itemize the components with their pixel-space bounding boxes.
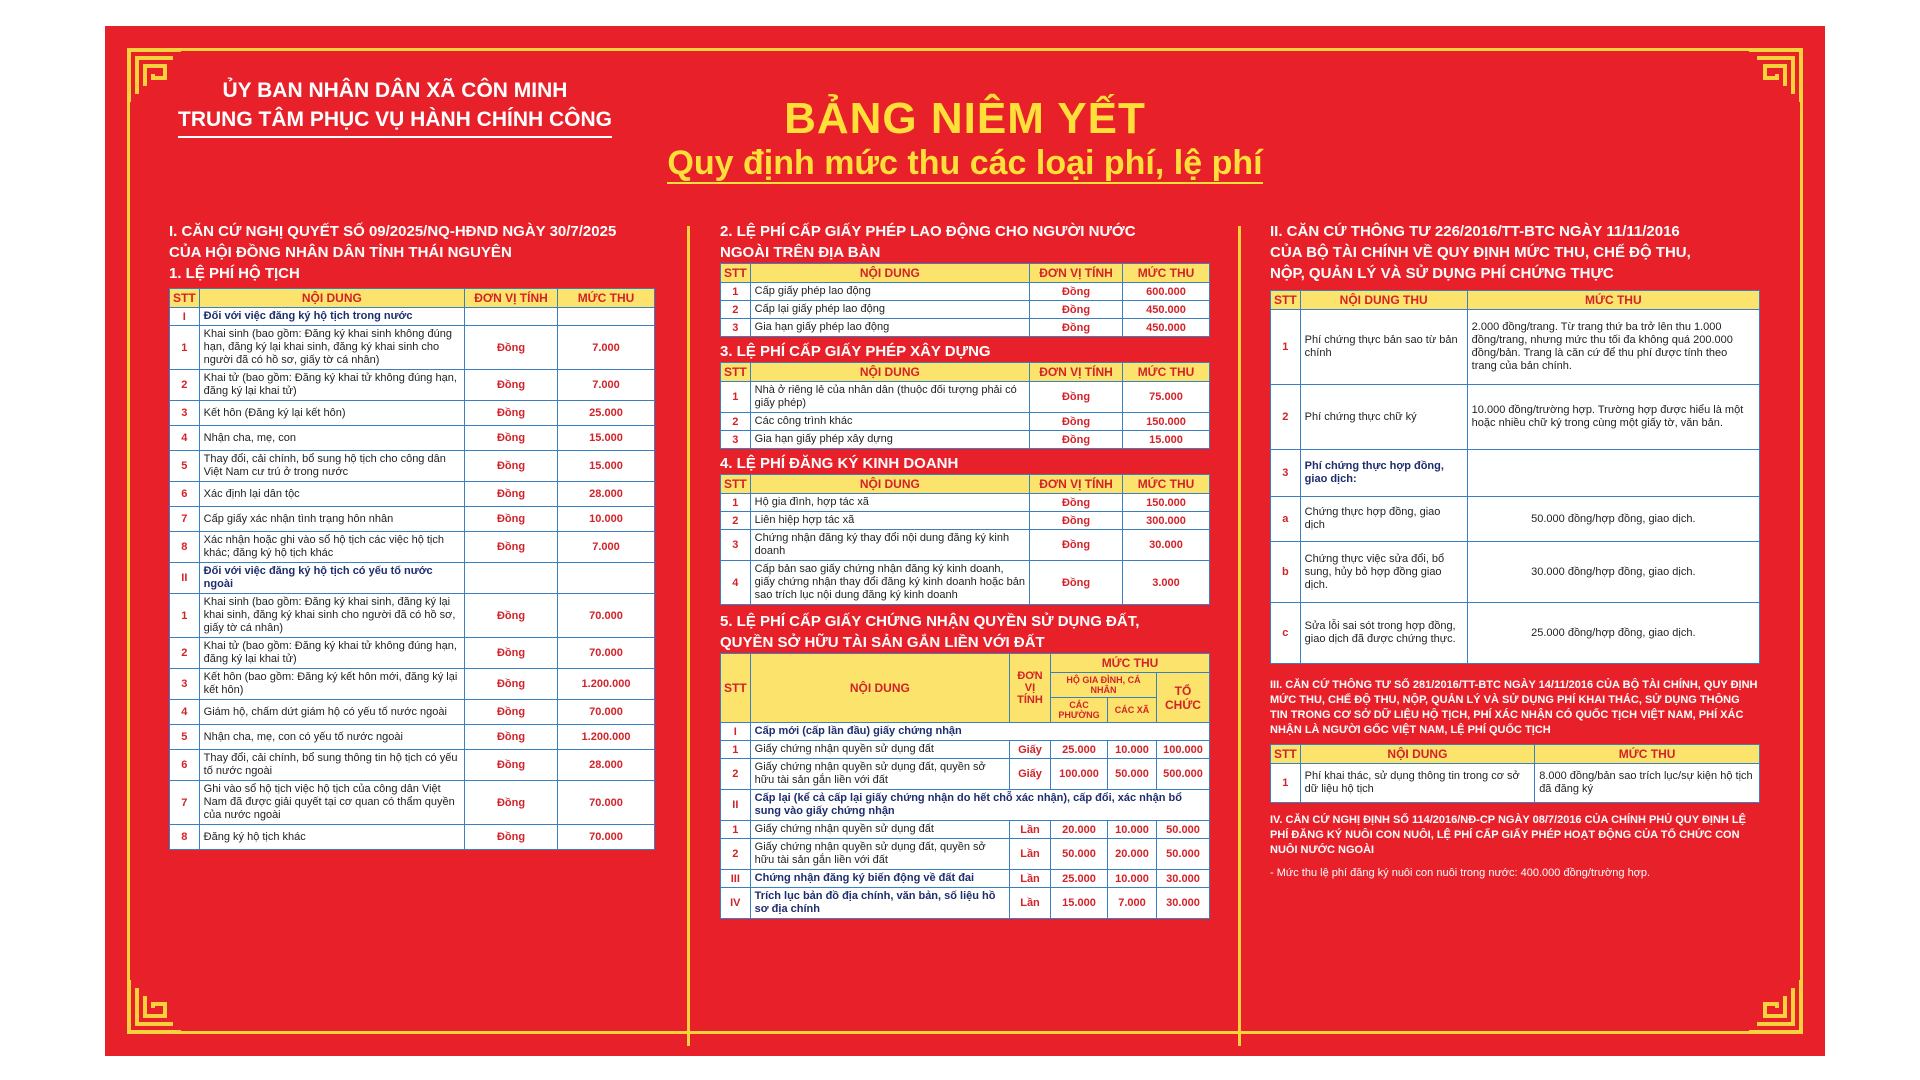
corner-ornament-icon bbox=[1745, 46, 1805, 106]
row-content: Gia hạn giấy phép xây dựng bbox=[750, 431, 1029, 449]
row-content: Chứng thực việc sửa đổi, bổ sung, hủy bỏ hợp đồng giao dịch. bbox=[1300, 542, 1467, 603]
row-content: Phí chứng thực chữ ký bbox=[1300, 385, 1467, 450]
row-unit: Đồng bbox=[465, 507, 558, 532]
fee-ward: 15.000 bbox=[1051, 888, 1108, 919]
row-unit: Đồng bbox=[465, 482, 558, 507]
row-content: Sửa lỗi sai sót trong hợp đồng, giao dịch đã được chứng thực. bbox=[1300, 603, 1467, 664]
row-stt: 1 bbox=[1271, 764, 1301, 803]
row-stt: 2 bbox=[1271, 385, 1301, 450]
table-row bbox=[170, 725, 655, 750]
column-divider bbox=[687, 226, 690, 1046]
table-row bbox=[721, 870, 1210, 888]
row-content: Xác nhận hoặc ghi vào sổ hộ tịch các việc hộ tịch khác; đăng ký hộ tịch khác bbox=[199, 532, 464, 563]
row-stt: 6 bbox=[170, 482, 200, 507]
col-header: ĐƠN VỊ TÍNH bbox=[1030, 475, 1123, 494]
row-unit: Đồng bbox=[1030, 512, 1123, 530]
row-unit: Đồng bbox=[465, 725, 558, 750]
row-unit: Đồng bbox=[465, 750, 558, 781]
col-header: NỘI DUNG bbox=[750, 475, 1029, 494]
row-fee: 15.000 bbox=[558, 426, 655, 451]
row-section-title: Cấp lại (kể cả cấp lại giấy chứng nhận do hết chỗ xác nhận), cấp đổi, xác nhận bổ sung vào giấy chứng nhận bbox=[750, 790, 1209, 821]
row-unit: Đồng bbox=[465, 426, 558, 451]
table-row bbox=[721, 821, 1210, 839]
row-fee: 3.000 bbox=[1123, 561, 1210, 605]
table-row bbox=[721, 561, 1210, 605]
table-row bbox=[170, 326, 655, 370]
row-content: Trích lục bản đồ địa chính, văn bản, số liệu hồ sơ địa chính bbox=[750, 888, 1009, 919]
row-fee: 7.000 bbox=[558, 370, 655, 401]
col-header: MỨC THU bbox=[558, 289, 655, 308]
row-content: Nhà ở riêng lẻ của nhân dân (thuộc đối tượng phải có giấy phép) bbox=[750, 382, 1029, 413]
section-heading: NGOÀI TRÊN ĐỊA BÀN bbox=[720, 244, 881, 261]
row-unit: Đồng bbox=[465, 370, 558, 401]
fee-commune: 10.000 bbox=[1108, 741, 1157, 759]
construction-permit-fee-table bbox=[720, 362, 1210, 449]
table-row bbox=[721, 431, 1210, 449]
table-row bbox=[721, 382, 1210, 413]
row-content: Khai sinh (bao gồm: Đăng ký khai sinh không đúng hạn, đăng ký lại khai sinh, đăng ký khai sinh cho người đã có hồ sơ, giấy tờ cá nhân) bbox=[199, 326, 464, 370]
row-content: Chứng nhận đăng ký biến động về đất đai bbox=[750, 870, 1009, 888]
row-content: Chứng nhận đăng ký thay đổi nội dung đăng ký kinh doanh bbox=[750, 530, 1029, 561]
col-header: ĐƠN VỊ TÍNH bbox=[1030, 363, 1123, 382]
row-fee: 10.000 bbox=[558, 507, 655, 532]
row-unit: Đồng bbox=[1030, 561, 1123, 605]
fee-organization: 30.000 bbox=[1157, 888, 1210, 919]
table-row bbox=[170, 594, 655, 638]
table-row bbox=[170, 426, 655, 451]
col-header: ĐƠN VỊ TÍNH bbox=[1010, 654, 1051, 723]
fee-ward: 50.000 bbox=[1051, 839, 1108, 870]
table-row bbox=[1271, 450, 1760, 497]
row-stt: 3 bbox=[170, 669, 200, 700]
row-fee: 25.000 bbox=[558, 401, 655, 426]
fee-ward: 25.000 bbox=[1051, 741, 1108, 759]
section-heading: QUYỀN SỞ HỮU TÀI SẢN GẮN LIỀN VỚI ĐẤT bbox=[720, 634, 1045, 651]
row-stt: 2 bbox=[170, 370, 200, 401]
row-unit: Đồng bbox=[1030, 494, 1123, 512]
row-stt: 3 bbox=[170, 401, 200, 426]
section-heading: CỦA HỘI ĐỒNG NHÂN DÂN TỈNH THÁI NGUYÊN bbox=[169, 244, 512, 261]
row-stt: 1 bbox=[721, 283, 751, 301]
row-fee: 70.000 bbox=[558, 638, 655, 669]
row-fee: 1.200.000 bbox=[558, 725, 655, 750]
organization-name bbox=[165, 76, 625, 138]
col-header: NỘI DUNG THU bbox=[1300, 291, 1467, 310]
row-section-title: Đối với việc đăng ký hộ tịch trong nước bbox=[199, 308, 464, 326]
table-row bbox=[1271, 542, 1760, 603]
row-content: Kết hôn (bao gồm: Đăng ký kết hôn mới, đăng ký lại kết hôn) bbox=[199, 669, 464, 700]
row-stt: 1 bbox=[721, 741, 751, 759]
col-header: STT bbox=[721, 363, 751, 382]
row-unit: Đồng bbox=[465, 700, 558, 725]
table-row bbox=[721, 839, 1210, 870]
row-content: Cấp lại giấy phép lao động bbox=[750, 301, 1029, 319]
col-header: MỨC THU bbox=[1123, 363, 1210, 382]
fee-ward: 20.000 bbox=[1051, 821, 1108, 839]
row-content: Chứng thực hợp đồng, giao dịch bbox=[1300, 497, 1467, 542]
row-fee: 150.000 bbox=[1123, 494, 1210, 512]
page-title: BẢNG NIÊM YẾT bbox=[784, 94, 1146, 143]
row-stt: 2 bbox=[170, 638, 200, 669]
row-stt: 5 bbox=[170, 451, 200, 482]
row-unit: Đồng bbox=[1030, 382, 1123, 413]
row-unit: Đồng bbox=[465, 401, 558, 426]
row-stt: III bbox=[721, 870, 751, 888]
section-heading: NỘP, QUẢN LÝ VÀ SỬ DỤNG PHÍ CHỨNG THỰC bbox=[1270, 265, 1614, 282]
row-stt: IV bbox=[721, 888, 751, 919]
row-content: Giấy chứng nhận quyền sử dụng đất, quyền sở hữu tài sản gắn liền với đất bbox=[750, 759, 1009, 790]
row-content: Phí chứng thực bản sao từ bản chính bbox=[1300, 310, 1467, 385]
row-fee: 70.000 bbox=[558, 594, 655, 638]
row-content: Cấp bản sao giấy chứng nhận đăng ký kinh doanh, giấy chứng nhận thay đổi đăng ký kinh doanh hoặc bản sao trích lục nội dung đăng ký kinh doanh bbox=[750, 561, 1029, 605]
page-subtitle bbox=[595, 144, 1335, 183]
row-stt: 3 bbox=[721, 431, 751, 449]
row-unit bbox=[465, 308, 558, 326]
table-row bbox=[721, 319, 1210, 337]
fee-commune: 50.000 bbox=[1108, 759, 1157, 790]
row-fee: 70.000 bbox=[558, 825, 655, 850]
row-content: Liên hiệp hợp tác xã bbox=[750, 512, 1029, 530]
section-heading: IV. CĂN CỨ NGHỊ ĐỊNH SỐ 114/2016/NĐ-CP NGÀY 08/7/2016 CỦA CHÍNH PHỦ QUY ĐỊNH LỆ PHÍ ĐĂNG KÝ NUÔI CON NUÔI, LỆ PHÍ CẤP GIẤY PHÉP HOẠT ĐỘNG CỦA TỔ CHỨC CON NUÔI NƯỚC NGOÀI bbox=[1270, 814, 1746, 856]
row-unit: Đồng bbox=[465, 825, 558, 850]
row-fee: 7.000 bbox=[558, 532, 655, 563]
table-row bbox=[170, 370, 655, 401]
table-row bbox=[721, 413, 1210, 431]
col-header: STT bbox=[170, 289, 200, 308]
column-divider bbox=[1238, 226, 1241, 1046]
col-header: HỘ GIA ĐÌNH, CÁ NHÂN bbox=[1051, 673, 1157, 698]
row-section-title: Cấp mới (cấp lần đầu) giấy chứng nhận bbox=[750, 723, 1209, 741]
row-unit: Giấy bbox=[1010, 741, 1051, 759]
row-stt: 4 bbox=[170, 426, 200, 451]
row-stt: a bbox=[1271, 497, 1301, 542]
row-content: Đăng ký hộ tịch khác bbox=[199, 825, 464, 850]
section-heading: III. CĂN CỨ THÔNG TƯ SỐ 281/2016/TT-BTC NGÀY 14/11/2016 CỦA BỘ TÀI CHÍNH, QUY ĐỊNH MỨC THU, CHẾ ĐỘ THU, NỘP, QUẢN LÝ VÀ SỬ DỤNG PHÍ KHAI THÁC, SỬ DỤNG THÔNG TIN TRONG CƠ SỞ DỮ LIỆU HỘ TỊCH, PHÍ XÁC NHẬN CÓ QUỐC TỊCH VIỆT NAM, PHÍ XÁC NHẬN LÀ NGƯỜI GỐC VIỆT NAM, LỆ PHÍ QUỐC TỊCH bbox=[1270, 679, 1758, 736]
row-unit: Đồng bbox=[465, 669, 558, 700]
col-header: MỨC THU bbox=[1467, 291, 1759, 310]
row-stt: 1 bbox=[721, 494, 751, 512]
col-header: CÁC PHƯỜNG bbox=[1051, 698, 1108, 723]
org-line-2: TRUNG TÂM PHỤC VỤ HÀNH CHÍNH CÔNG bbox=[178, 105, 612, 138]
row-stt: 1 bbox=[1271, 310, 1301, 385]
table-row bbox=[1271, 603, 1760, 664]
right-column bbox=[1270, 221, 1760, 881]
fee-organization: 50.000 bbox=[1157, 821, 1210, 839]
row-fee: 30.000 bbox=[1123, 530, 1210, 561]
row-content: Khai sinh (bao gồm: Đăng ký khai sinh, đăng ký lại khai sinh, đăng ký khai sinh cho người đã có hồ sơ, giấy tờ cá nhân) bbox=[199, 594, 464, 638]
row-stt: II bbox=[170, 563, 200, 594]
row-content: Phí chứng thực hợp đồng, giao dịch: bbox=[1300, 450, 1467, 497]
row-unit: Đồng bbox=[1030, 530, 1123, 561]
fee-commune: 10.000 bbox=[1108, 870, 1157, 888]
row-unit: Lần bbox=[1010, 888, 1051, 919]
row-stt: 8 bbox=[170, 825, 200, 850]
row-content: Giấy chứng nhận quyền sử dụng đất bbox=[750, 821, 1009, 839]
row-fee bbox=[1467, 450, 1759, 497]
row-content: Giám hộ, chấm dứt giám hộ có yếu tố nước ngoài bbox=[199, 700, 464, 725]
table-row bbox=[1271, 310, 1760, 385]
table-row bbox=[721, 530, 1210, 561]
row-content: Gia hạn giấy phép lao động bbox=[750, 319, 1029, 337]
section-heading: 3. LỆ PHÍ CẤP GIẤY PHÉP XÂY DỰNG bbox=[720, 343, 991, 360]
row-stt: 8 bbox=[170, 532, 200, 563]
row-fee: 15.000 bbox=[558, 451, 655, 482]
table-row bbox=[721, 512, 1210, 530]
table-row bbox=[170, 750, 655, 781]
col-header: ĐƠN VỊ TÍNH bbox=[1030, 264, 1123, 283]
row-fee: 1.200.000 bbox=[558, 669, 655, 700]
row-stt: 5 bbox=[170, 725, 200, 750]
row-section-title: Đối với việc đăng ký hộ tịch có yếu tố nước ngoài bbox=[199, 563, 464, 594]
col-header: STT bbox=[721, 654, 751, 723]
row-content: Thay đổi, cải chính, bổ sung thông tin hộ tịch có yếu tố nước ngoài bbox=[199, 750, 464, 781]
section-heading: 4. LỆ PHÍ ĐĂNG KÝ KINH DOANH bbox=[720, 455, 959, 472]
table-row bbox=[721, 790, 1210, 821]
table-row bbox=[1271, 497, 1760, 542]
row-stt: I bbox=[721, 723, 751, 741]
fee-ward: 25.000 bbox=[1051, 870, 1108, 888]
notice-board bbox=[105, 26, 1825, 1056]
col-header: STT bbox=[1271, 745, 1301, 764]
row-stt: 2 bbox=[721, 759, 751, 790]
row-content: Giấy chứng nhận quyền sử dụng đất, quyền sở hữu tài sản gắn liền với đất bbox=[750, 839, 1009, 870]
table-row bbox=[721, 283, 1210, 301]
fee-organization: 30.000 bbox=[1157, 870, 1210, 888]
corner-ornament-icon bbox=[1745, 976, 1805, 1036]
row-unit: Đồng bbox=[1030, 319, 1123, 337]
row-content: Kết hôn (Đăng ký lại kết hôn) bbox=[199, 401, 464, 426]
row-stt: 2 bbox=[721, 413, 751, 431]
row-fee: 28.000 bbox=[558, 750, 655, 781]
col-header: NỘI DUNG bbox=[750, 264, 1029, 283]
row-stt: 3 bbox=[1271, 450, 1301, 497]
row-fee: 28.000 bbox=[558, 482, 655, 507]
row-fee: 70.000 bbox=[558, 700, 655, 725]
col-header: NỘI DUNG bbox=[1300, 745, 1535, 764]
civil-data-fee-table bbox=[1270, 744, 1760, 803]
fee-commune: 7.000 bbox=[1108, 888, 1157, 919]
col-header: MỨC THU bbox=[1051, 654, 1210, 673]
col-header: NỘI DUNG bbox=[199, 289, 464, 308]
row-stt: 1 bbox=[721, 382, 751, 413]
row-fee: 50.000 đồng/hợp đồng, giao dịch. bbox=[1467, 497, 1759, 542]
table-row bbox=[721, 888, 1210, 919]
row-content: Khai tử (bao gồm: Đăng ký khai tử không đúng hạn, đăng ký lại khai tử) bbox=[199, 370, 464, 401]
col-header: NỘI DUNG bbox=[750, 654, 1009, 723]
adoption-fee-note: - Mức thu lệ phí đăng ký nuôi con nuôi trong nước: 400.000 đồng/trường hợp. bbox=[1270, 867, 1651, 879]
fee-ward: 100.000 bbox=[1051, 759, 1108, 790]
table-row bbox=[170, 700, 655, 725]
fee-organization: 50.000 bbox=[1157, 839, 1210, 870]
row-unit bbox=[465, 563, 558, 594]
table-row bbox=[170, 563, 655, 594]
row-fee: 600.000 bbox=[1123, 283, 1210, 301]
row-stt: 7 bbox=[170, 781, 200, 825]
row-fee: 150.000 bbox=[1123, 413, 1210, 431]
row-stt: 1 bbox=[170, 326, 200, 370]
row-stt: I bbox=[170, 308, 200, 326]
row-stt: 6 bbox=[170, 750, 200, 781]
col-header: ĐƠN VỊ TÍNH bbox=[465, 289, 558, 308]
row-fee: 2.000 đồng/trang. Từ trang thứ ba trở lên thu 1.000 đồng/trang, nhưng mức thu tối đa không quá 200.000 đồng/bản. Trang là căn cứ để thu phí được tính theo trang của bản chính. bbox=[1467, 310, 1759, 385]
row-stt: 2 bbox=[721, 839, 751, 870]
corner-ornament-icon bbox=[125, 976, 185, 1036]
row-stt: 1 bbox=[170, 594, 200, 638]
table-row bbox=[170, 781, 655, 825]
row-stt: 4 bbox=[721, 561, 751, 605]
fee-organization: 100.000 bbox=[1157, 741, 1210, 759]
land-certificate-fee-table bbox=[720, 653, 1210, 919]
row-content: Ghi vào sổ hộ tịch việc hộ tịch của công dân Việt Nam đã được giải quyết tại cơ quan có thẩm quyền của nước ngoài bbox=[199, 781, 464, 825]
fee-organization: 500.000 bbox=[1157, 759, 1210, 790]
row-stt: c bbox=[1271, 603, 1301, 664]
row-stt: 4 bbox=[170, 700, 200, 725]
col-header: STT bbox=[721, 264, 751, 283]
table-row bbox=[1271, 385, 1760, 450]
fee-commune: 20.000 bbox=[1108, 839, 1157, 870]
certification-fee-table bbox=[1270, 290, 1760, 664]
row-unit: Đồng bbox=[465, 594, 558, 638]
col-header: STT bbox=[721, 475, 751, 494]
col-header: STT bbox=[1271, 291, 1301, 310]
row-stt: b bbox=[1271, 542, 1301, 603]
row-content: Hộ gia đình, hợp tác xã bbox=[750, 494, 1029, 512]
row-fee: 75.000 bbox=[1123, 382, 1210, 413]
row-fee: 8.000 đồng/bản sao trích lục/sự kiện hộ tịch đã đăng ký bbox=[1535, 764, 1760, 803]
row-content: Nhận cha, mẹ, con bbox=[199, 426, 464, 451]
section-heading: 1. LỆ PHÍ HỘ TỊCH bbox=[169, 265, 300, 282]
row-fee: 300.000 bbox=[1123, 512, 1210, 530]
labor-permit-fee-table bbox=[720, 263, 1210, 337]
row-unit: Đồng bbox=[465, 326, 558, 370]
row-content: Nhận cha, mẹ, con có yếu tố nước ngoài bbox=[199, 725, 464, 750]
row-unit: Lần bbox=[1010, 821, 1051, 839]
row-unit: Đồng bbox=[465, 638, 558, 669]
row-content: Cấp giấy xác nhận tình trạng hôn nhân bbox=[199, 507, 464, 532]
row-content: Khai tử (bao gồm: Đăng ký khai tử không đúng hạn, đăng ký lại khai tử) bbox=[199, 638, 464, 669]
table-row bbox=[721, 494, 1210, 512]
col-header: MỨC THU bbox=[1535, 745, 1760, 764]
row-fee: 30.000 đồng/hợp đồng, giao dịch. bbox=[1467, 542, 1759, 603]
row-unit: Đồng bbox=[465, 451, 558, 482]
fee-commune: 10.000 bbox=[1108, 821, 1157, 839]
row-fee: 10.000 đồng/trường hợp. Trường hợp được hiểu là một hoặc nhiều chữ ký trong cùng một giấy tờ, văn bản. bbox=[1467, 385, 1759, 450]
table-row bbox=[170, 451, 655, 482]
row-content: Phí khai thác, sử dụng thông tin trong cơ sở dữ liệu hộ tịch bbox=[1300, 764, 1535, 803]
row-unit: Lần bbox=[1010, 839, 1051, 870]
row-unit: Giấy bbox=[1010, 759, 1051, 790]
row-content: Thay đổi, cải chính, bổ sung hộ tịch cho công dân Việt Nam cư trú ở trong nước bbox=[199, 451, 464, 482]
row-stt: 3 bbox=[721, 530, 751, 561]
section-heading: I. CĂN CỨ NGHỊ QUYẾT SỐ 09/2025/NQ-HĐND NGÀY 30/7/2025 bbox=[169, 223, 617, 240]
row-stt: 2 bbox=[721, 301, 751, 319]
table-row bbox=[170, 532, 655, 563]
row-unit: Đồng bbox=[465, 781, 558, 825]
table-row bbox=[1271, 764, 1760, 803]
middle-column bbox=[720, 221, 1210, 919]
row-content: Cấp giấy phép lao động bbox=[750, 283, 1029, 301]
left-column bbox=[169, 221, 655, 850]
table-row bbox=[721, 723, 1210, 741]
col-header: MỨC THU bbox=[1123, 475, 1210, 494]
table-row bbox=[721, 741, 1210, 759]
row-unit: Đồng bbox=[1030, 283, 1123, 301]
subtitle-text: Quy định mức thu các loại phí, lệ phí bbox=[667, 144, 1263, 182]
row-content: Các công trình khác bbox=[750, 413, 1029, 431]
row-unit: Đồng bbox=[1030, 431, 1123, 449]
table-row bbox=[170, 669, 655, 700]
row-unit: Đồng bbox=[465, 532, 558, 563]
row-fee: 7.000 bbox=[558, 326, 655, 370]
col-header: CÁC XÃ bbox=[1108, 698, 1157, 723]
col-header: NỘI DUNG bbox=[750, 363, 1029, 382]
civil-status-fee-table bbox=[169, 288, 655, 850]
row-stt: 1 bbox=[721, 821, 751, 839]
row-fee bbox=[558, 563, 655, 594]
row-unit: Đồng bbox=[1030, 413, 1123, 431]
col-header: TỔ CHỨC bbox=[1157, 673, 1210, 723]
row-stt: 3 bbox=[721, 319, 751, 337]
row-stt: 2 bbox=[721, 512, 751, 530]
table-row bbox=[170, 401, 655, 426]
table-row bbox=[170, 638, 655, 669]
section-heading: CỦA BỘ TÀI CHÍNH VỀ QUY ĐỊNH MỨC THU, CHẾ ĐỘ THU, bbox=[1270, 244, 1691, 261]
row-fee: 450.000 bbox=[1123, 301, 1210, 319]
row-content: Giấy chứng nhận quyền sử dụng đất bbox=[750, 741, 1009, 759]
row-stt: 7 bbox=[170, 507, 200, 532]
org-line-1: ỦY BAN NHÂN DÂN XÃ CÔN MINH bbox=[222, 79, 568, 102]
table-row bbox=[721, 301, 1210, 319]
row-fee bbox=[558, 308, 655, 326]
row-fee: 15.000 bbox=[1123, 431, 1210, 449]
row-fee: 450.000 bbox=[1123, 319, 1210, 337]
section-heading: II. CĂN CỨ THÔNG TƯ 226/2016/TT-BTC NGÀY 11/11/2016 bbox=[1270, 223, 1680, 240]
section-heading: 2. LỆ PHÍ CẤP GIẤY PHÉP LAO ĐỘNG CHO NGƯỜI NƯỚC bbox=[720, 223, 1136, 240]
table-row bbox=[170, 825, 655, 850]
table-row bbox=[170, 507, 655, 532]
row-stt: II bbox=[721, 790, 751, 821]
row-fee: 70.000 bbox=[558, 781, 655, 825]
row-content: Xác định lại dân tộc bbox=[199, 482, 464, 507]
table-row bbox=[170, 482, 655, 507]
row-unit: Lần bbox=[1010, 870, 1051, 888]
business-registration-fee-table bbox=[720, 474, 1210, 605]
section-heading: 5. LỆ PHÍ CẤP GIẤY CHỨNG NHẬN QUYỀN SỬ DỤNG ĐẤT, bbox=[720, 613, 1140, 630]
row-unit: Đồng bbox=[1030, 301, 1123, 319]
table-row bbox=[721, 759, 1210, 790]
table-row bbox=[170, 308, 655, 326]
col-header: MỨC THU bbox=[1123, 264, 1210, 283]
row-fee: 25.000 đồng/hợp đồng, giao dịch. bbox=[1467, 603, 1759, 664]
